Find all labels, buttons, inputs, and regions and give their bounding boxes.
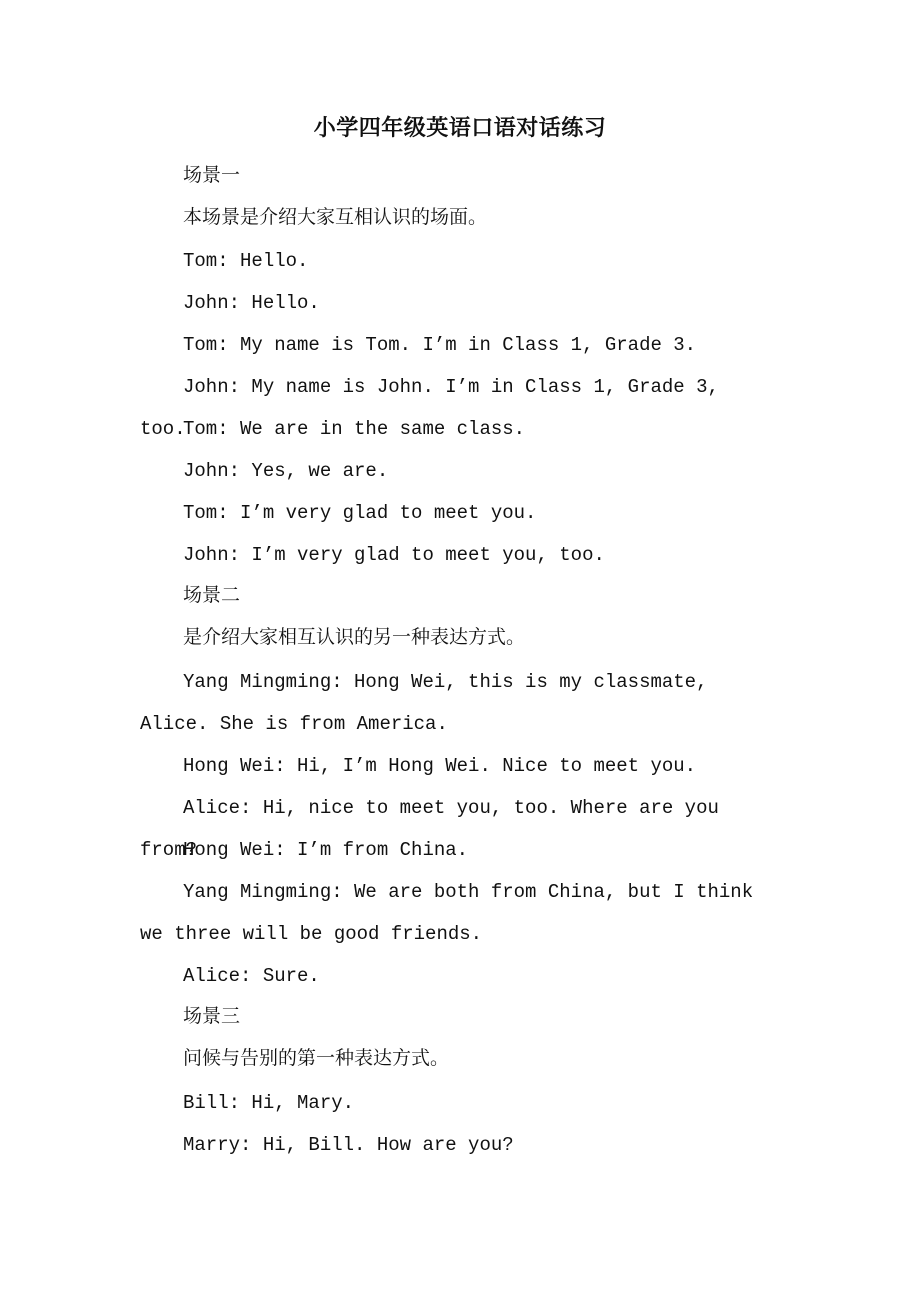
page-title: 小学四年级英语口语对话练习 <box>313 115 607 141</box>
dialogue-line: Hong Wei: Hi, I’m Hong Wei. Nice to meet you. <box>183 755 697 777</box>
dialogue-line: John: My name is John. I’m in Class 1, Grade 3, too. <box>140 376 742 440</box>
scene-2-heading: 场景二 <box>183 584 241 606</box>
dialogue-line: Tom: We are in the same class. <box>183 418 526 440</box>
dialogue-line: Alice: Hi, nice to meet you, too. Where are you from? <box>140 797 731 861</box>
dialogue-line: Marry: Hi, Bill. How are you? <box>183 1134 514 1156</box>
dialogue-line: Tom: Hello. <box>183 250 309 272</box>
scene-3-heading: 场景三 <box>183 1005 241 1027</box>
dialogue-line: John: Hello. <box>183 292 320 314</box>
scene-3-intro: 问候与告别的第一种表达方式。 <box>183 1047 450 1069</box>
dialogue-line: Tom: I’m very glad to meet you. <box>183 502 537 524</box>
dialogue-line: John: Yes, we are. <box>183 460 389 482</box>
dialogue-line: Alice: Sure. <box>183 965 320 987</box>
scene-1-intro: 本场景是介绍大家互相认识的场面。 <box>183 206 488 228</box>
dialogue-line: John: I’m very glad to meet you, too. <box>183 544 605 566</box>
dialogue-line: Bill: Hi, Mary. <box>183 1092 355 1114</box>
scene-2-intro: 是介绍大家相互认识的另一种表达方式。 <box>183 626 526 648</box>
dialogue-line: Yang Mingming: We are both from China, but I think we three will be good friends. <box>140 881 765 945</box>
dialogue-line: Tom: My name is Tom. I’m in Class 1, Grade 3. <box>183 334 697 356</box>
dialogue-line: Hong Wei: I’m from China. <box>183 839 469 861</box>
dialogue-line: Yang Mingming: Hong Wei, this is my classmate, Alice. She is from America. <box>140 671 719 735</box>
scene-1-heading: 场景一 <box>183 164 241 186</box>
